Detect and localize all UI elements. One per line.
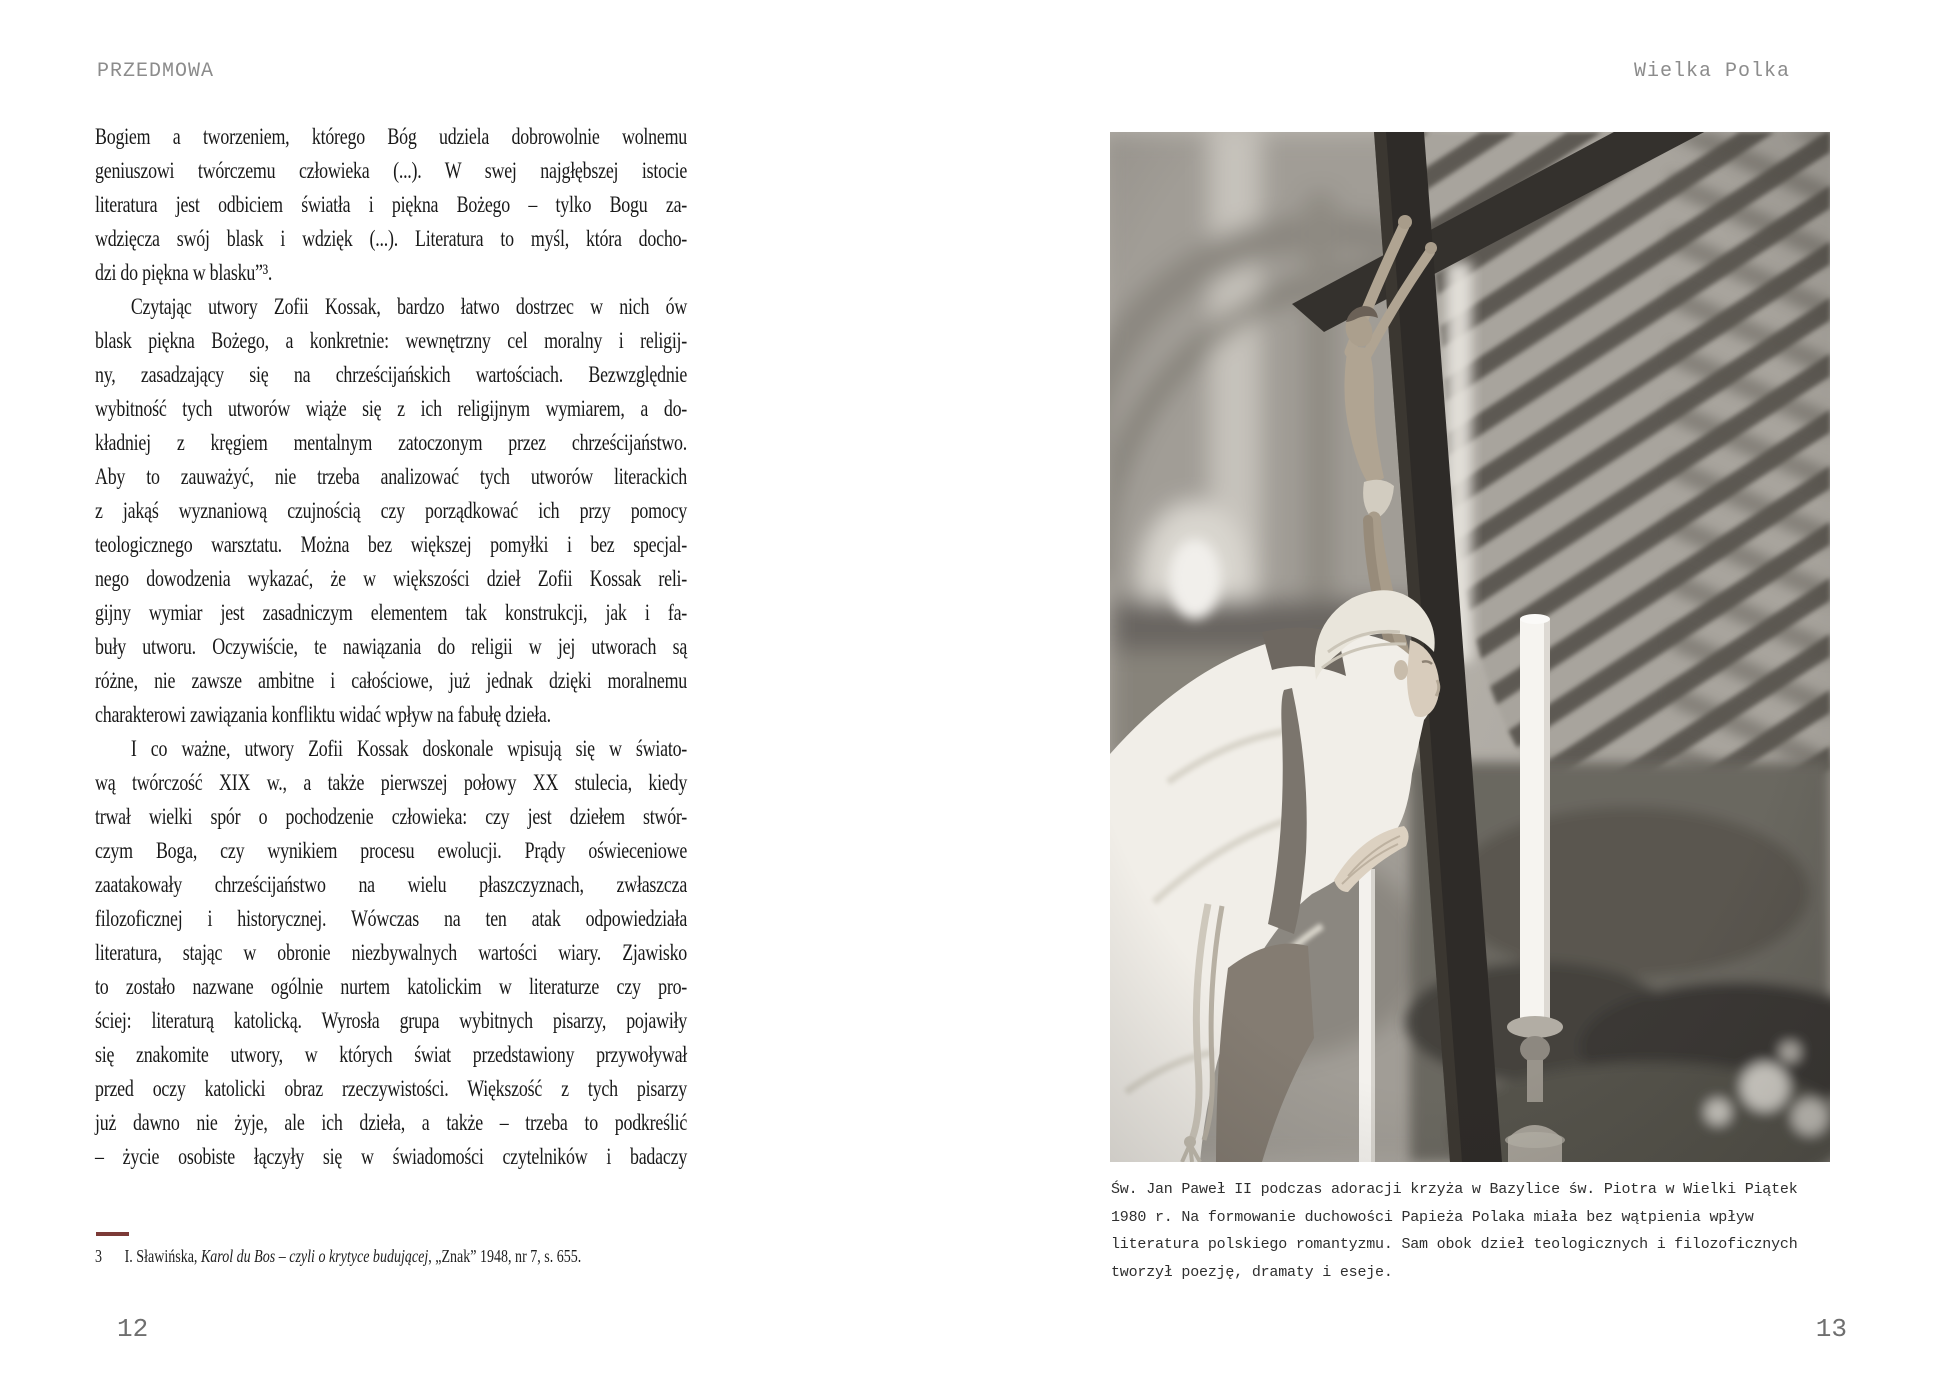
body-line: gijny wymiar jest zasadniczym elementem tak konstrukcji, jak i fa- xyxy=(95,600,688,625)
caption-line: literatura polskiego romantyzmu. Sam obok dzieł teologicznych i filozoficznych xyxy=(1111,1236,1798,1254)
body-line: Aby to zauważyć, nie trzeba analizować tych utworów literackich xyxy=(95,464,688,489)
body-line: trwał wielki spór o pochodzenie człowieka: czy jest dziełem stwór- xyxy=(95,804,688,829)
footnote-text xyxy=(125,1246,582,1266)
body-line: wybitność tych utworów wiąże się z ich religijnym wymiarem, a do- xyxy=(95,396,688,421)
photo-illustration xyxy=(1110,132,1830,1162)
running-head-left: PRZEDMOWA xyxy=(97,60,215,83)
body-line: się znakomite utwory, w których świat przedstawiony przywoływał xyxy=(95,1042,688,1067)
running-head-right: Wielka Polka xyxy=(1633,60,1790,83)
footnote xyxy=(95,1246,687,1267)
body-line: przed oczy katolicki obraz rzeczywistości. Większość z tych pisarzy xyxy=(95,1076,688,1101)
body-line: teologicznego warsztatu. Można bez większej pomyłki i bez specjal- xyxy=(95,532,688,557)
body-line: I co ważne, utwory Zofii Kossak doskonale wpisują się w świato- xyxy=(130,736,688,761)
photo-caption xyxy=(1111,1176,1835,1287)
page-number-left: 12 xyxy=(117,1314,149,1344)
body-line: ściej: literaturą katolicką. Wyrosła grupa wybitnych pisarzy, pojawiły xyxy=(95,1008,688,1033)
page-number-right: 13 xyxy=(1815,1314,1847,1344)
caption-line: Św. Jan Paweł II podczas adoracji krzyża w Bazylice św. Piotra w Wielki Piątek xyxy=(1111,1181,1798,1198)
body-line: to zostało nazwane ogólnie nurtem katolickim w literaturze czy pro- xyxy=(95,974,688,999)
body-line: z jakąś wyznaniową czujnością czy porządkować ich przy pomocy xyxy=(95,498,688,523)
caption-line: 1980 r. Na formowanie duchowości Papieża Polaka miała bez wątpienia wpływ xyxy=(1111,1208,1754,1226)
photo-john-paul-ii-adoring-cross xyxy=(1110,132,1830,1162)
footnote-number: 3 xyxy=(95,1246,103,1266)
footnote-title-italic: Karol du Bos – czyli o krytyce budującej xyxy=(200,1246,429,1266)
body-line: charakterowi zawiązania konfliktu widać wpływ na fabułę dzieła. xyxy=(95,702,551,727)
body-line: geniuszowi twórczemu człowieka (...). W swej najgłębszej istocie xyxy=(95,158,688,183)
body-line: – życie osobiste łączyły się w świadomości czytelników i badaczy xyxy=(95,1144,688,1169)
body-line: ny, zasadzający się na chrześcijańskich wartościach. Bezwzględnie xyxy=(95,362,688,387)
body-line: literatura jest odbiciem światła i piękna Bożego – tylko Bogu za- xyxy=(95,192,688,217)
footnote-rule xyxy=(96,1232,129,1236)
body-line: blask piękna Bożego, a konkretnie: wewnętrzny cel moralny i religij- xyxy=(95,328,688,353)
body-line: literatura, stając w obronie niezbywalnych wartości wiary. Zjawisko xyxy=(95,940,688,965)
body-line: wdzięcza swój blask i wdzięk (...). Literatura to myśl, która docho- xyxy=(95,226,688,251)
body-line: kładniej z kręgiem mentalnym zatoczonym przez chrześcijaństwo. xyxy=(95,430,688,455)
body-line: zaatakowały chrześcijaństwo na wielu płaszczyznach, zwłaszcza xyxy=(95,872,688,897)
body-text xyxy=(95,120,687,1174)
body-line: czym Boga, czy wynikiem procesu ewolucji. Prądy oświeceniowe xyxy=(95,838,688,863)
footnote-source: , „Znak” 1948, nr 7, s. 655. xyxy=(428,1246,582,1266)
body-line: buły utworu. Oczywiście, te nawiązania do religii w jej utworach są xyxy=(95,634,688,659)
footnote-author: I. Sławińska, xyxy=(124,1246,201,1266)
body-line: dzi do piękna w blasku”³. xyxy=(95,260,273,285)
body-line: wą twórczość XIX w., a także pierwszej połowy XX stulecia, kiedy xyxy=(95,770,688,795)
body-line: różne, nie zawsze ambitne i całościowe, już jednak dzięki moralnemu xyxy=(95,668,688,693)
body-line: Bogiem a tworzeniem, którego Bóg udziela dobrowolnie wolnemu xyxy=(95,124,688,149)
body-line: już dawno nie żyje, ale ich dzieła, a także – trzeba to podkreślić xyxy=(95,1110,688,1135)
body-line: filozoficznej i historycznej. Wówczas na ten atak odpowiedziała xyxy=(95,906,688,931)
body-line: nego dowodzenia wykazać, że w większości dzieł Zofii Kossak reli- xyxy=(95,566,688,591)
body-line: Czytając utwory Zofii Kossak, bardzo łatwo dostrzec w nich ów xyxy=(130,294,688,319)
caption-line: tworzył poezję, dramaty i eseje. xyxy=(1111,1264,1393,1282)
